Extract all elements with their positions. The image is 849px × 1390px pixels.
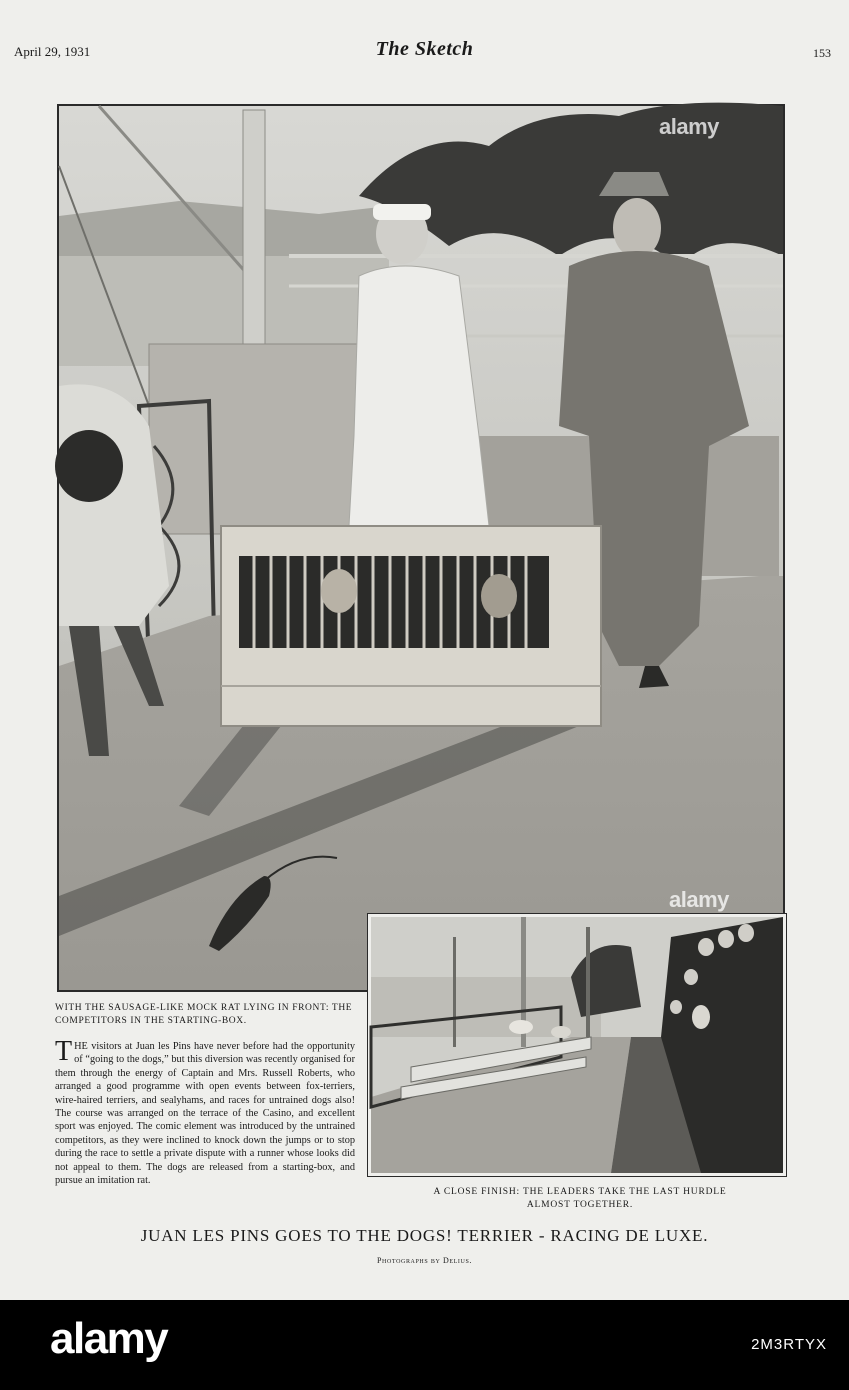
issue-date: April 29, 1931 (14, 44, 91, 59)
article-body (55, 1036, 355, 1187)
article-headline: JUAN LES PINS GOES TO THE DOGS! TERRIER - RACING DE LUXE. (140, 1226, 709, 1245)
page-number: 153 (813, 46, 831, 60)
main-photo-caption: WITH THE SAUSAGE-LIKE MOCK RAT LYING IN FRONT: THE COMPETITORS IN THE STARTING-BOX. (55, 1003, 353, 1026)
inset-photo (368, 887, 786, 1176)
drop-cap: T (55, 1036, 73, 1067)
stock-footer-bar (0, 1300, 849, 1390)
inset-photo-illustration (371, 917, 783, 1173)
image-id: 2M3RTYX (751, 1336, 827, 1353)
article-paragraph: HE visitors at Juan les Pins have never before had the opportunity of “going to the dogs,” but this diversion was recently organised for them through the energy of Captain and Mrs. Russell Roberts, who arranged a good programme with open events between fox-terriers, wire-haired terriers, and sealyhams, and races for untrained dogs also! The course was arranged on the terrace of the Casino, and excellent sport was enjoyed. The comic element was introduced by the untrained competitors, as they were inclined to knock down the jumps or to stop during the race to settle a private dispute with a runner whose looks did not appeal to them. The dogs are released from a starting-box, and pursue an imitation rat. (55, 1041, 355, 1187)
publication-masthead: The Sketch (375, 38, 474, 60)
main-photo (57, 104, 785, 992)
inset-photo-caption (380, 1186, 780, 1212)
alamy-logo[interactable]: alamy (50, 1314, 168, 1363)
main-photo-illustration (59, 106, 783, 990)
photo-watermark: alamy (659, 114, 719, 139)
inset-caption-line-2: ALMOST TOGETHER. (526, 1200, 634, 1210)
inset-caption-line-1: A CLOSE FINISH: THE LEADERS TAKE THE LAST HURDLE (433, 1187, 727, 1197)
photo-watermark: alamy (669, 887, 729, 912)
photo-credit: Photographs by Delius. (377, 1256, 472, 1265)
